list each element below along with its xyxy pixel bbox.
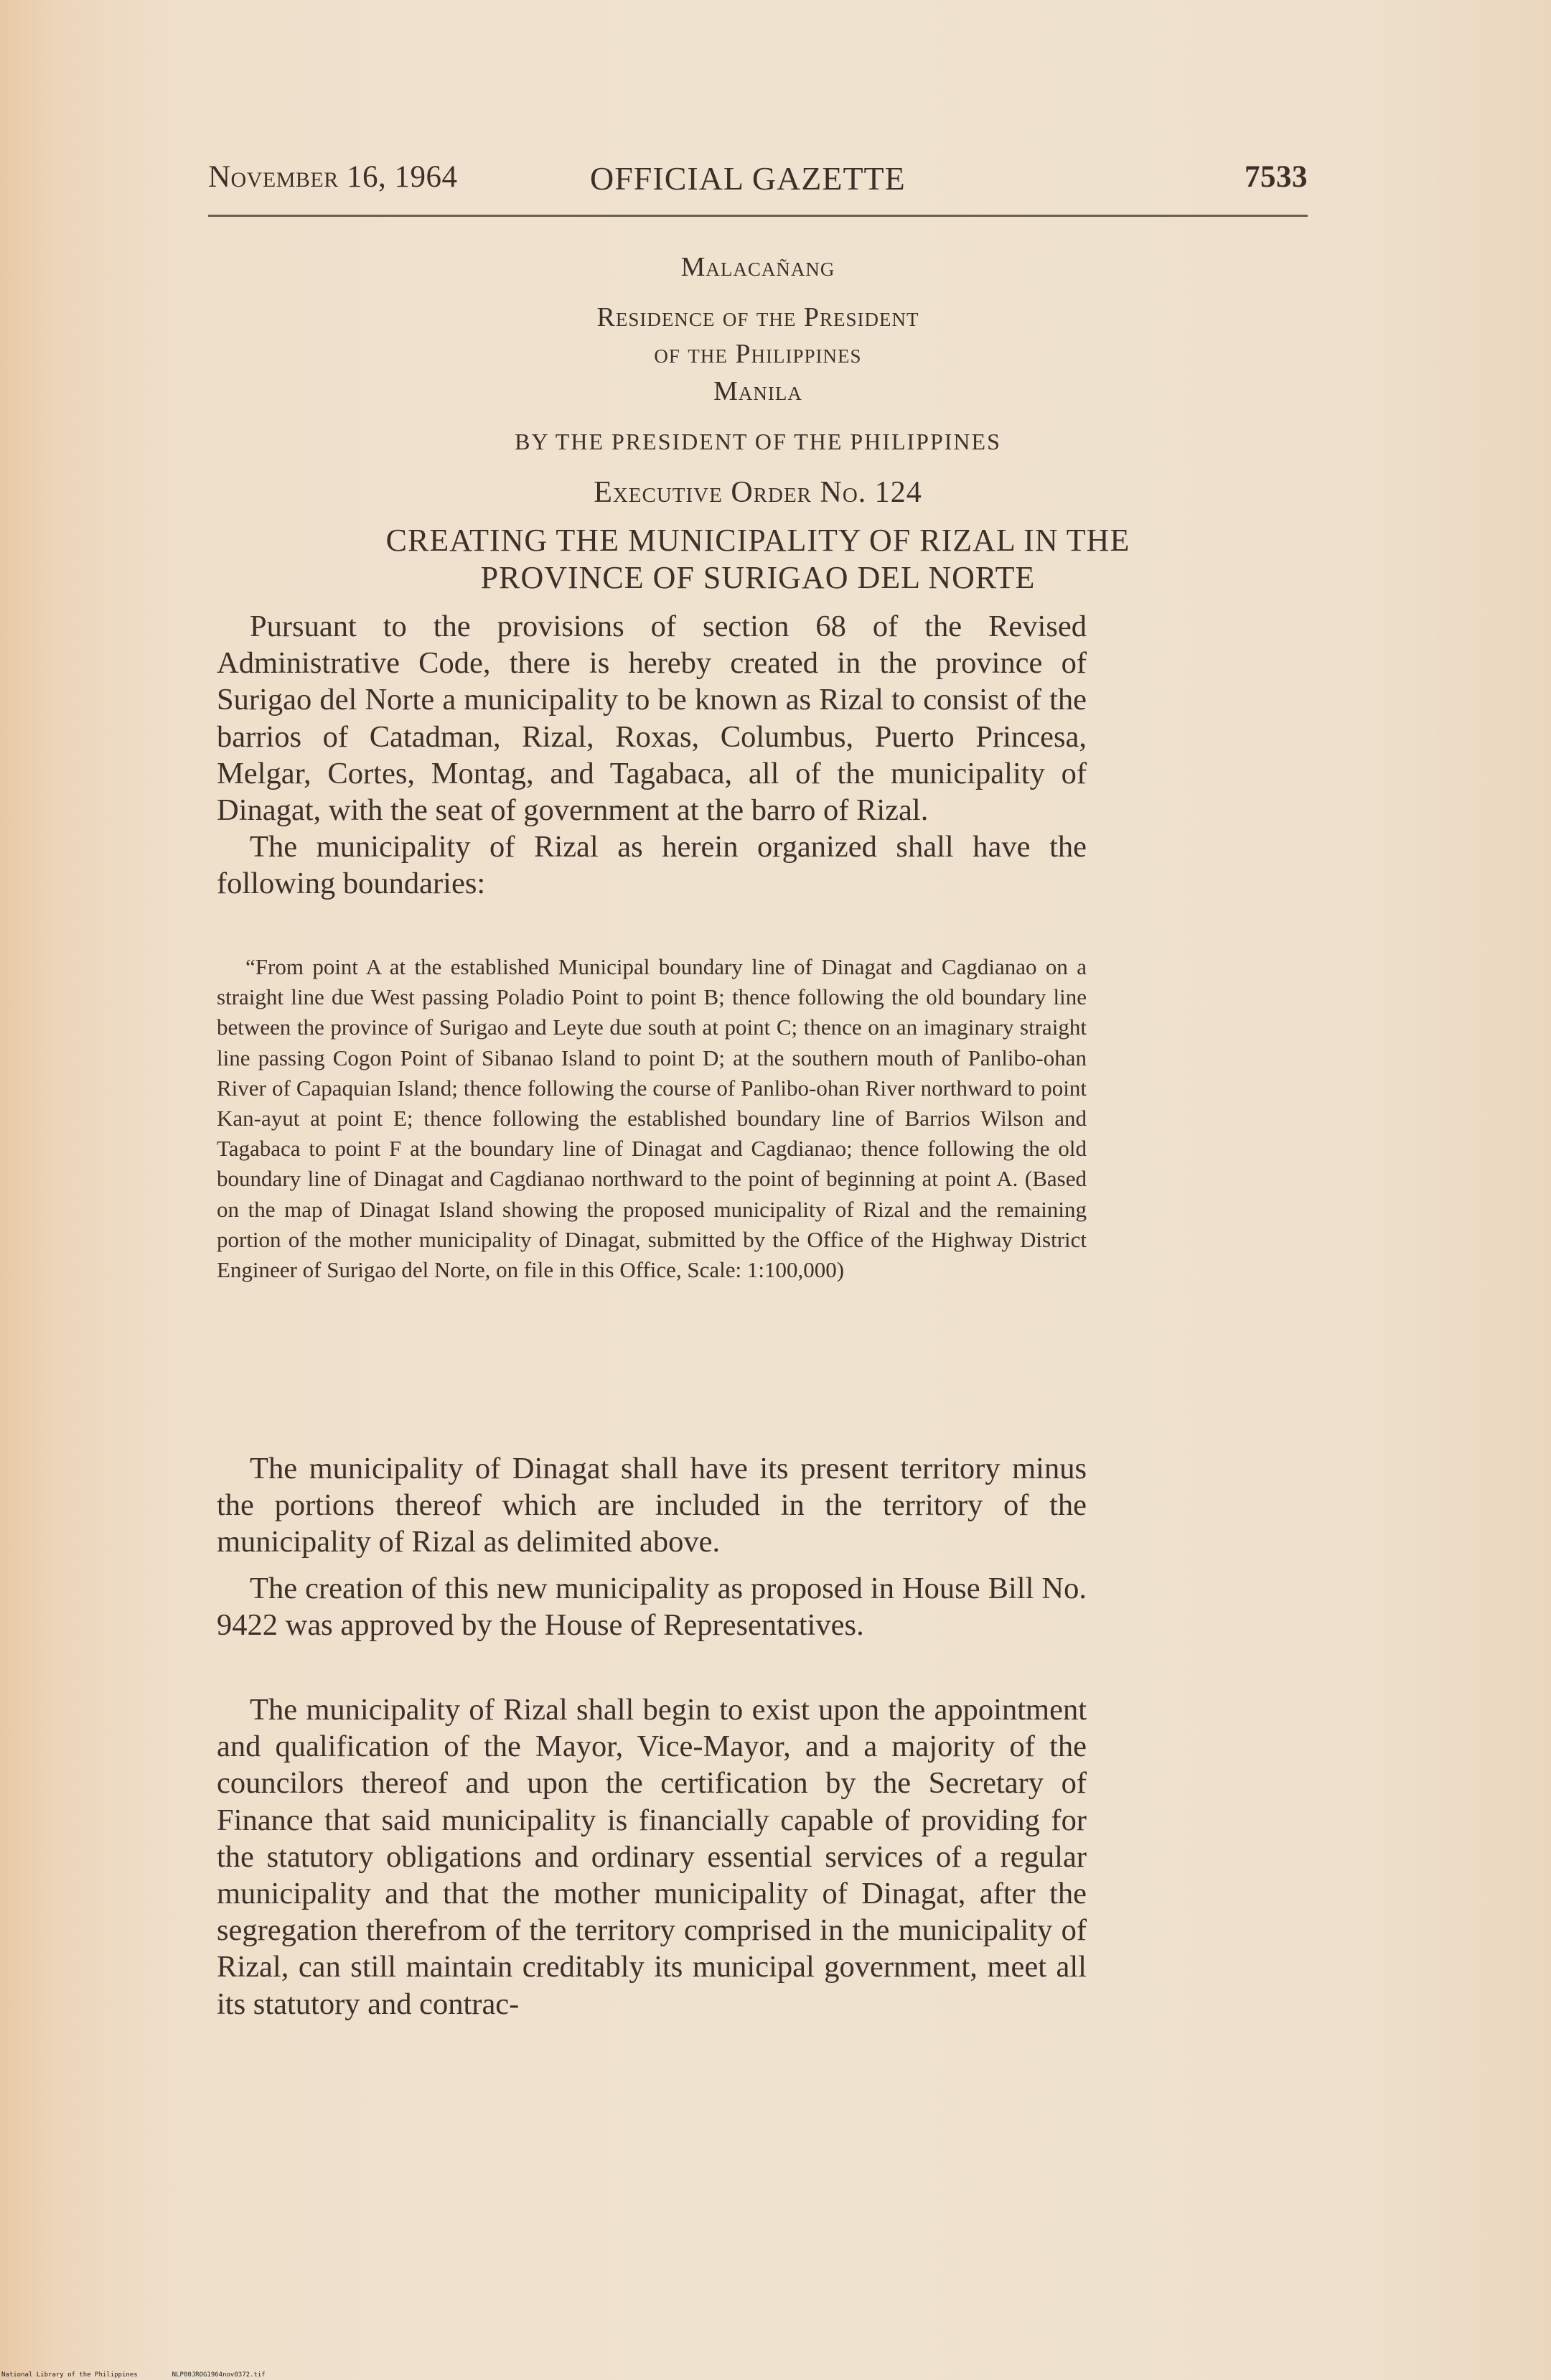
order-title-line2: PROVINCE OF SURIGAO DEL NORTE — [480, 560, 1036, 595]
paragraph-boundaries-intro: The municipality of Rizal as herein organized shall have the following boundaries: — [217, 830, 1087, 901]
footer-file: NLP00JROG1964nov0372.tif — [172, 2371, 266, 2379]
header-rule — [208, 215, 1308, 217]
body-section-2 — [217, 1450, 1087, 1561]
page-header — [208, 159, 1308, 202]
heading-city: Manila — [713, 376, 802, 406]
paragraph-dinagat-territory: The municipality of Dinagat shall have its present territory minus the portions thereof which are included in the territory of the municipality of Rizal as delimited above. — [217, 1452, 1087, 1559]
body-section-4 — [217, 1691, 1087, 2022]
body-section-1 — [217, 608, 1087, 902]
heading-palace: Malacañang — [680, 252, 835, 282]
heading-residence-line2: of the Philippines — [654, 339, 862, 369]
body-section-3 — [217, 1570, 1087, 1643]
scan-footer — [1, 2371, 300, 2379]
executive-order-number: Executive Order No. 124 — [594, 476, 922, 509]
paragraph-house-bill: The creation of this new municipality as proposed in House Bill No. 9422 was approved by the House of Representatives. — [217, 1572, 1087, 1643]
header-publication-title: OFFICIAL GAZETTE — [590, 160, 906, 197]
heading-by-the-president: BY THE PRESIDENT OF THE PHILIPPINES — [515, 429, 1001, 454]
order-title-line1: CREATING THE MUNICIPALITY OF RIZAL IN THE — [385, 523, 1130, 558]
footer-library: National Library of the Philippines — [1, 2371, 138, 2379]
paragraph-creation: Pursuant to the provisions of section 68 of the Revised Administrative Code, there is hereby created in the province of Surigao del Norte a municipality to be known as Rizal to consist of the barrios of Catadman, Rizal, Roxas, Columbus, Puerto Princesa, Melgar, Cortes, Montag, and Tagabaca, all of the municipality of Dinagat, with the seat of government at the barro of Rizal. — [217, 610, 1087, 828]
header-page-number: 7533 — [1245, 160, 1308, 194]
heading-residence-line1: Residence of the President — [596, 302, 919, 332]
header-date: November 16, 1964 — [208, 160, 458, 194]
paragraph-existence-conditions: The municipality of Rizal shall begin to exist upon the appointment and qualification of the Mayor, Vice-Mayor, and a majority of the councilors thereof and upon the certification by the Secretary of Finance that said municipality is financially capable of providing for the statutory obligations and ordinary essential services of a regular municipality and that the mother municipality of Dinagat, after the segregation therefrom of the territory comprised in the municipality of Rizal, can still maintain creditably its municipal government, meet all its statutory and contrac- — [217, 1693, 1087, 2021]
boundary-description-quote: “From point A at the established Municipal boundary line of Dinagat and Cagdianao on a straight line due West passing Poladio Point to point B; thence following the old boundary line between the province of Surigao and Leyte due south at point C; thence on an imaginary straight line passing Cogon Point of Sibanao Island to point D; at the southern mouth of Panlibo-ohan River of Capaquian Island; thence following the course of Panlibo-ohan River northward to point Kan-ayut at point E; thence following the established boundary line of Barrios Wilson and Tagabaca to point F at the boundary line of Dinagat and Cagdianao; thence following the old boundary line of Dinagat and Cagdianao northward to the point of beginning at point A. (Based on the map of Dinagat Island showing the proposed municipality of Rizal and the remaining portion of the mother municipality of Dinagat, submitted by the Office of the Highway District Engineer of Surigao del Norte, on file in this Office, Scale: 1:100,000) — [217, 954, 1087, 1283]
